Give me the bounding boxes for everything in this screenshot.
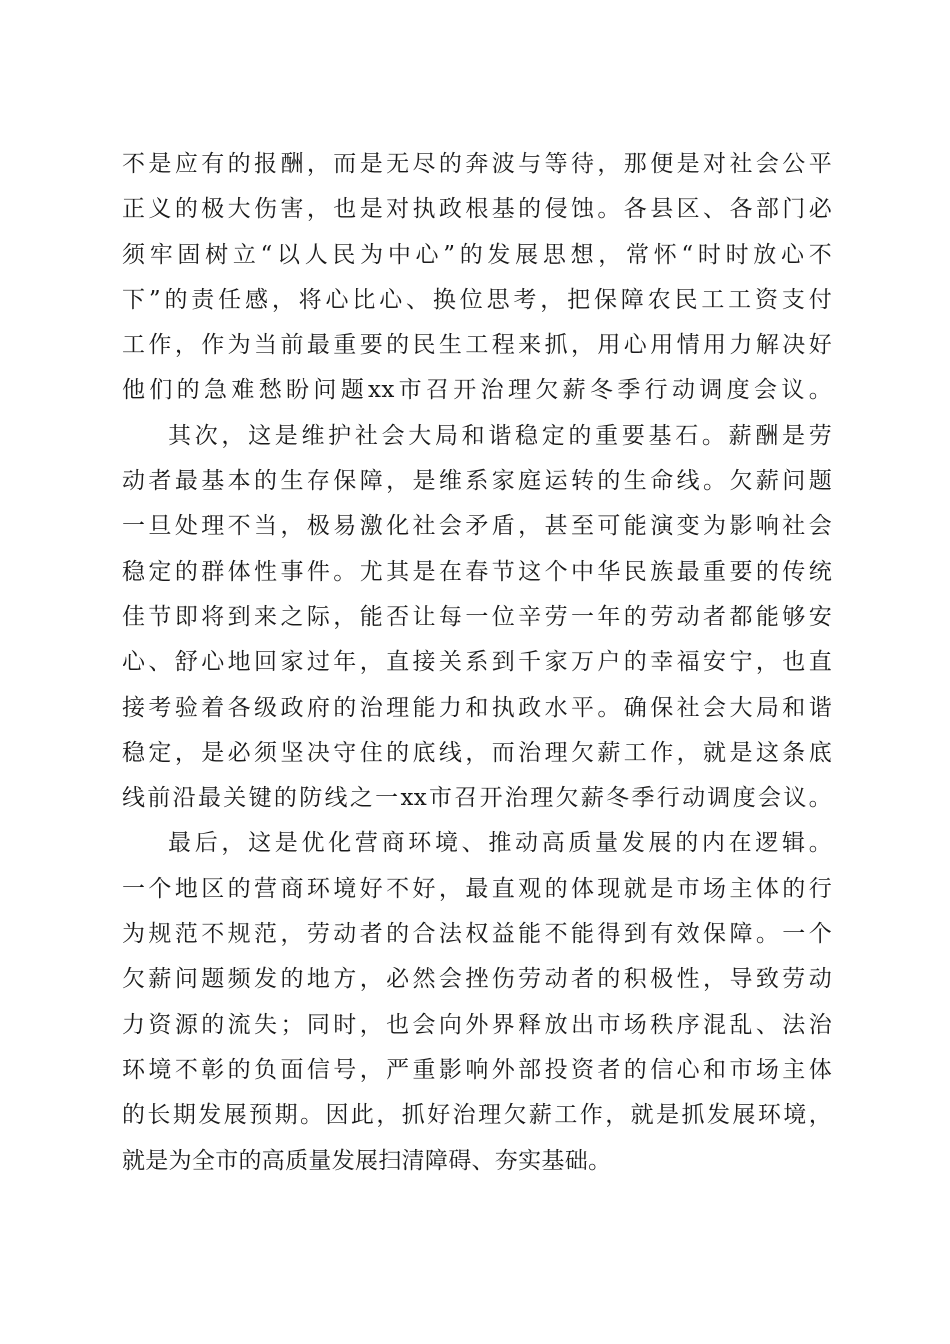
text-line: 就是为全市的高质量发展扫清障碍、夯实基础。: [122, 1147, 612, 1174]
text-line: 为规范不规范，劳动者的合法权益能不能得到有效保障。一个: [122, 921, 832, 948]
text-line: 工作，作为当前最重要的民生工程来抓，用心用情用力解决好: [122, 332, 832, 359]
text-line: 正义的极大伤害，也是对执政根基的侵蚀。各县区、各部门必: [122, 196, 832, 223]
paragraph-2: [122, 414, 832, 822]
text-line: 稳定的群体性事件。尤其是在春节这个中华民族最重要的传统: [122, 558, 832, 585]
text-line: 不是应有的报酬，而是无尽的奔波与等待，那便是对社会公平: [122, 151, 832, 177]
text-line: 下”的责任感，将心比心、换位思考，把保障农民工工资支付: [122, 286, 832, 313]
paragraph-3: [122, 821, 832, 1183]
text-line: 一个地区的营商环境好不好，最直观的体现就是市场主体的行: [122, 875, 832, 902]
text-line: 稳定，是必须坚决守住的底线，而治理欠薪工作，就是这条底: [122, 739, 832, 766]
text-line: 欠薪问题频发的地方，必然会挫伤劳动者的积极性，导致劳动: [122, 966, 832, 993]
text-line: 的长期发展预期。因此，抓好治理欠薪工作，就是抓发展环境，: [122, 1102, 832, 1129]
text-line: 一旦处理不当，极易激化社会矛盾，甚至可能演变为影响社会: [122, 513, 832, 540]
text-line: 线前沿最关键的防线之一xx市召开治理欠薪冬季行动调度会议。: [122, 785, 832, 812]
text-line: 接考验着各级政府的治理能力和执政水平。确保社会大局和谐: [122, 694, 832, 721]
text-line: 最后，这是优化营商环境、推动高质量发展的内在逻辑。: [168, 830, 832, 857]
text-line: 力资源的流失；同时，也会向外界释放出市场秩序混乱、法治: [122, 1011, 832, 1038]
text-line: 其次，这是维护社会大局和谐稳定的重要基石。薪酬是劳: [168, 422, 832, 449]
text-line: 他们的急难愁盼问题xx市召开治理欠薪冬季行动调度会议。: [122, 377, 832, 404]
text-line: 心、舒心地回家过年，直接关系到千家万户的幸福安宁，也直: [122, 649, 832, 676]
text-line: 动者最基本的生存保障，是维系家庭运转的生命线。欠薪问题: [122, 468, 832, 495]
text-line: 佳节即将到来之际，能否让每一位辛劳一年的劳动者都能够安: [122, 603, 832, 630]
paragraph-1: [122, 142, 832, 414]
document-body: [122, 142, 832, 1184]
text-line: 须牢固树立“以人民为中心”的发展思想，常怀“时时放心不: [122, 241, 832, 268]
text-line: 环境不彰的负面信号，严重影响外部投资者的信心和市场主体: [122, 1056, 832, 1083]
